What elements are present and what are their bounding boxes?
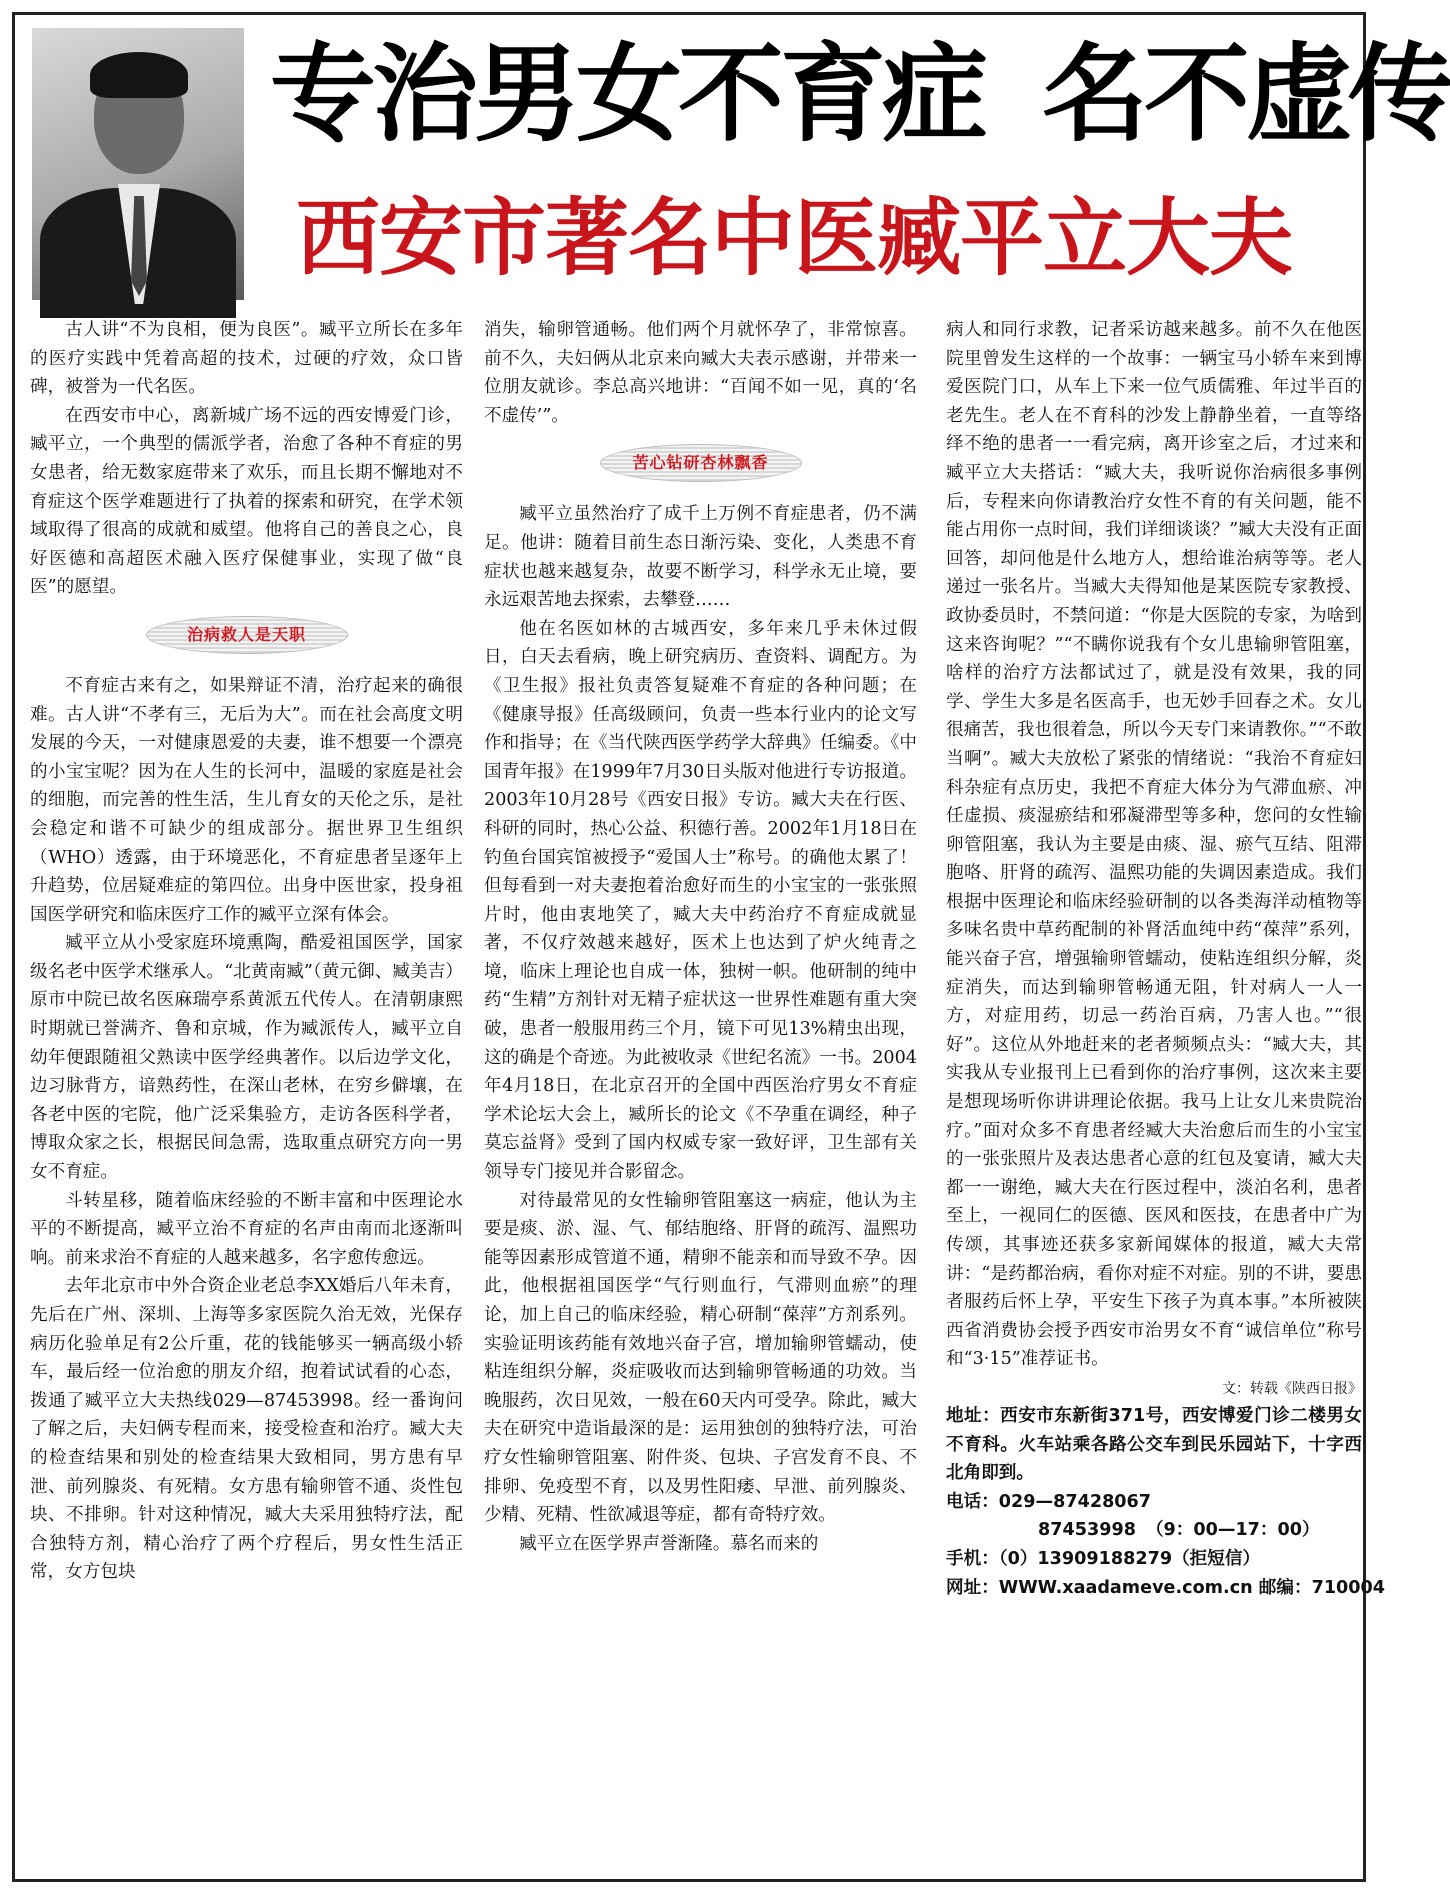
paragraph: 对待最常见的女性输卵管阻塞这一病症，他认为主要是痰、淤、湿、气、郁结胞络、肝肾的疏泻、温熙功能等因素形成管道不通，精卵不能亲和而导致不孕。因此，他根据祖国医学“气行则血行，气滞则血瘀”的理论，加上自己的临床经验，精心研制“葆萍”方剂系列。实验证明该药能有效地兴奋子宫，增加输卵管蠕动，使粘连组织分解，炎症吸收而达到输卵管畅通的功效。当晚服药，次日见效，一般在60天内可受孕。除此，臧大夫在研究中造诣最深的是：运用独创的独特疗法，可治疗女性输卵管阻塞、附件炎、包块、子宫发育不良、不排卵、免疫型不育，以及男性阳痿、早泄、前列腺炎、少精、死精、性欲减退等症，都有奇特疗效。	[484, 1190, 917, 1526]
paragraph: 古人讲“不为良相，便为良医”。臧平立所长在多年的医疗实践中凭着高超的技术，过硬的疗效，众口皆碑，被誉为一代名医。	[30, 320, 463, 398]
website: 网址：WWW.xaadameve.com.cn	[946, 1577, 1253, 1598]
column-1	[30, 316, 463, 1587]
office-hours: （9：00—17：00）	[1145, 1520, 1320, 1541]
phone-1: 电话：029—87428067	[946, 1491, 1152, 1512]
paragraph: 他在名医如林的古城西安，多年来几乎未休过假日，白天去看病，晚上研究病历、查资料、调配方。为《卫生报》报社负责答复疑难不育症的各种问题；在《健康导报》任高级顾问，负责一些本行业内的论文写作和指导；在《当代陕西医学药学大辞典》任编委。《中国青年报》在1999年7月30日头版对他进行专访报道。2003年10月28号《西安日报》专访。臧大夫在行医、科研的同时，热心公益、积德行善。2002年1月18日在钓鱼台国宾馆被授予“爱国人士”称号。的确他太累了！但每看到一对夫妻抱着治愈好而生的小宝宝的一张张照片时，他由衷地笑了，臧大夫中药治疗不育症成就显著，不仅疗效越来越好，医术上也达到了炉火纯青之境，临床上理论也自成一体，独树一帜。他研制的纯中药“生精”方剂针对无精子症状这一世界性难题有重大突破，患者一般服用药三个月，镜下可见13%精虫出现，这的确是个奇迹。为此被收录《世纪名流》一书。2004年4月18日，在北京召开的全国中西医治疗男女不育症学术论坛大会上，臧所长的论文《不孕重在调经，种子莫忘益肾》受到了国内权威专家一致好评，卫生部有关领导专门接见并合影留念。	[484, 618, 917, 1183]
section-badge-label: 治病救人是天职	[186, 624, 306, 644]
paragraph: 臧平立在医学界声誉渐隆。慕名而来的	[519, 1533, 819, 1554]
section-badge-2	[600, 444, 802, 482]
paragraph: 斗转星移，随着临床经验的不断丰富和中医理论水平的不断提高，臧平立治不育症的名声由南而北逐渐叫响。前来求治不育症的人越来越多，名字愈传愈远。	[30, 1190, 463, 1268]
paragraph: 臧平立从小受家庭环境熏陶，酷爱祖国医学，国家级名老中医学术继承人。“北黄南臧”（黄元御、臧美吉）原市中院已故名医麻瑞亭系黄派五代传人。在清朝康熙时期就已誉满齐、鲁和京城，作为臧派传人，臧平立自幼年便跟随祖父熟读中医学经典著作。以后边学文化，边习脉背方，谙熟药性，在深山老林，在穷乡僻壤，在各老中医的宅院，他广泛采集验方，走访各医科学者，博取众家之长，根据民间急需，选取重点研究方向一男女不育症。	[30, 933, 463, 1183]
section-badge-1	[146, 616, 348, 654]
paragraph: 消失，输卵管通畅。他们两个月就怀孕了，非常惊喜。前不久，夫妇俩从北京来向臧大夫表示感谢，并带来一位朋友就诊。李总高兴地讲：“百闻不如一见，真的‘名不虚传’”。	[484, 320, 917, 426]
address: 地址：西安市东新街371号，西安博爱门诊二楼男女不育科。火车站乘各路公交车到民乐园站下，十字西北角即到。	[946, 1405, 1362, 1484]
mobile-number: 手机：（0）13909188279（拒短信）	[946, 1548, 1261, 1569]
section-badge-label: 苦心钻研杏林飘香	[632, 453, 769, 473]
contact-block	[946, 1402, 1386, 1602]
source-credit: 文：转载《陕西日报》	[1222, 1380, 1362, 1397]
paragraph: 臧平立虽然治疗了成千上万例不育症患者，仍不满足。他讲：随着目前生态日渐污染、变化，人类患不育症状也越来越复杂，故要不断学习，科学永无止境，要永远艰苦地去探索，去攀登……	[484, 504, 917, 611]
paragraph: 不育症古来有之，如果辩证不清，治疗起来的确很难。古人讲“不孝有三，无后为大”。而在社会高度文明发展的今天，一对健康恩爱的夫妻，谁不想要一个漂亮的小宝宝呢？因为在人生的长河中，温暖的家庭是社会的细胞，而完善的性生活，生儿育女的天伦之乐，是社会稳定和谐不可缺少的组成部分。据世界卫生组织（WHO）透露，由于环境恶化，不育症患者呈逐年上升趋势，位居疑难症的第四位。出身中医世家，投身祖国医学研究和临床医疗工作的臧平立深有体会。	[30, 675, 463, 925]
headline	[270, 33, 1450, 156]
paragraph: 去年北京市中外合资企业老总李XX婚后八年未育，先后在广州、深圳、上海等多家医院久治无效，光保存病历化验单足有2公斤重，花的钱能够买一辆高级小轿车，最后经一位治愈的朋友介绍，抱着试试看的心态，拨通了臧平立大夫热线029—87453998。经一番询问了解之后，夫妇俩专程而来，接受检查和治疗。臧大夫的检查结果和别处的检查结果大致相同，男方患有早泄、前列腺炎、有死精。女方患有输卵管不通、炎性包块、不排卵。针对这种情况，臧大夫采用独特疗法，配合独特方剂，精心治疗了两个疗程后，男女性生活正常，女方包块	[30, 1276, 463, 1583]
headline-part-2: 名不虚传	[1042, 33, 1450, 156]
phone-2: 87453998	[1038, 1520, 1136, 1541]
subheadline: 西安市著名中医臧平立大夫	[296, 189, 1293, 287]
paragraph: 在西安市中心，离新城广场不远的西安博爱门诊，臧平立，一个典型的儒派学者，治愈了各种不育症的男女患者，给无数家庭带来了欢乐，而且长期不懈地对不育症这个医学难题进行了执着的探索和研究，在学术领域取得了很高的成就和威望。他将自己的善良之心，良好医德和高超医术融入医疗保健事业，实现了做“良医”的愿望。	[30, 405, 463, 598]
paragraph: 病人和同行求教，记者采访越来越多。前不久在他医院里曾发生这样的一个故事：一辆宝马小轿车来到博爱医院门口，从车上下来一位气质儒雅、年过半百的老先生。老人在不育科的沙发上静静坐着，一直等络绎不绝的患者一一看完病，离开诊室之后，才过来和臧平立大夫搭话：“臧大夫，我听说你治病很多事例后，专程来向你请教治疗女性不育的有关问题，能不能占用你一点时间，我们详细谈谈？”臧大夫没有正面回答，却问他是什么地方人，想给谁治病等等。老人递过一张名片。当臧大夫得知他是某医院专家教授、政协委员时，不禁问道：“你是大医院的专家，为啥到这来咨询呢？”“不瞒你说我有个女儿患输卵管阻塞，啥样的治疗方法都试过了，就是没有效果，我的同学、学生大多是名医高手，也无妙手回春之术。女儿很痛苦，我也很着急，所以今天专门来请教你。”“不敢当啊”。臧大夫放松了紧张的情绪说：“我治不育症妇科杂症有点历史，我把不育症大体分为气滞血瘀、冲任虚损、痰湿瘀结和邪凝滞型等多种，您问的女性输卵管阻塞，我认为主要是由痰、湿、瘀气互结、阻滞胞咯、肝肾的疏泻、温熙功能的失调因素造成。我们根据中医理论和临床经验研制的以各类海洋动植物等多味名贵中草药配制的补肾活血纯中药“葆萍”系列，能兴奋子宫，增强输卵管蠕动，使粘连组织分解，炎症消失，而达到输卵管畅通无阻，针对病人一人一方，对症用药，切忌一药治百病，乃害人也。”“很好”。这位从外地赶来的老者频频点头：“臧大夫，其实我从专业报刊上已看到你的治疗事例，这次来主要是想现场听你讲讲理论依据。我马上让女儿来贵院治疗。”面对众多不育患者经臧大夫治愈后而生的小宝宝的一张张照片及表达患者心意的红包及宴请，臧大夫都一一谢绝，臧大夫在行医过程中，淡泊名利，患者至上，一视同仁的医德、医风和医技，在患者中广为传颂，其事迹还获多家新闻媒体的报道，臧大夫常讲：“是药都治病，看你对症不对症。别的不讲，要患者服药后怀上孕，平安生下孩子为真本事。”本所被陕西省消费协会授予西安市治男女不育“诚信单位”称号和“3·15”准荐证书。	[946, 320, 1362, 1370]
headline-part-1: 专治男女不育症	[270, 33, 984, 156]
column-3	[946, 316, 1386, 1602]
column-2	[484, 316, 917, 1558]
postcode: 邮编：710004	[1258, 1577, 1386, 1598]
portrait-photo	[32, 28, 244, 300]
